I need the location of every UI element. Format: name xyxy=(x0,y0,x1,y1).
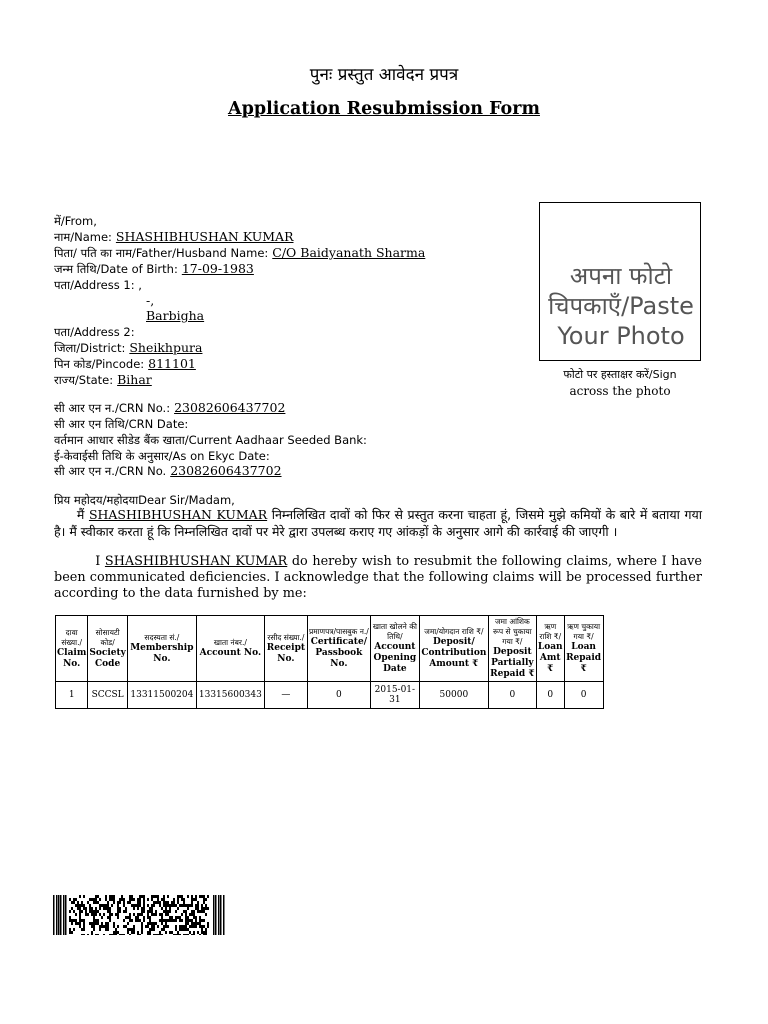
claims-table xyxy=(55,615,604,709)
ekyc-date-line xyxy=(54,448,270,464)
col-loan-amt: ऋण राशि ₹/ Loan Amt ₹ xyxy=(536,616,564,682)
cell-society-code: SCCSL xyxy=(88,682,128,709)
crn-label-2: सी आर एन न./CRN No. xyxy=(54,464,167,478)
district-label: जिला/District: xyxy=(54,341,126,355)
col-account-no: खाता नंबर./ Account No. xyxy=(196,616,264,682)
col-society-code: सोसायटी कोड/ Society Code xyxy=(88,616,128,682)
address1-label: पता/Address 1: , xyxy=(54,278,142,292)
dob-value: 17-09-1983 xyxy=(181,261,254,276)
dob-label: जन्म तिथि/Date of Birth: xyxy=(54,262,178,276)
aadhaar-bank-line xyxy=(54,432,367,448)
cell-membership-no: 13311500204 xyxy=(127,682,196,709)
state-label: राज्य/State: xyxy=(54,373,114,387)
district-line xyxy=(54,340,202,356)
photo-placeholder-text: अपना फोटो चिपकाएँ/Paste Your Photo xyxy=(548,262,694,350)
col-claim-no: दावा संख्या./ Claim No. xyxy=(56,616,88,682)
photo-box xyxy=(539,202,701,361)
sign-caption: फोटो पर हस्ताक्षर करें/Sign across the photo xyxy=(563,368,677,398)
col-opening-date: खाता खोलने की तिथि/ Account Opening Date xyxy=(370,616,419,682)
from-label: में/From, xyxy=(54,214,97,228)
cell-opening-date: 2015-01-31 xyxy=(370,682,419,709)
father-line xyxy=(54,245,425,261)
aadhaar-bank-label: वर्तमान आधार सीडेड बैंक खाता/Current Aadhaar Seeded Bank: xyxy=(54,433,367,447)
address1-line xyxy=(54,277,142,293)
ekyc-date-label: ई-केवाईसी तिथि के अनुसार/As on Ekyc Date: xyxy=(54,449,270,463)
col-membership-no: सदस्यता सं./ Membership No. xyxy=(127,616,196,682)
name-value: SHASHIBHUSHAN KUMAR xyxy=(115,229,294,244)
dob-line xyxy=(54,261,254,277)
name-line xyxy=(54,229,294,245)
cell-deposit-repaid: 0 xyxy=(488,682,536,709)
crn-value: 23082606437702 xyxy=(174,400,286,415)
cell-claim-no: 1 xyxy=(56,682,88,709)
page-title-hindi: पुनः प्रस्तुत आवेदन प्रपत्र xyxy=(309,65,459,85)
cell-certificate-no: 0 xyxy=(307,682,370,709)
state-value: Bihar xyxy=(117,372,152,387)
crn-line xyxy=(54,400,285,416)
col-deposit-repaid: जमा आंशिक रूप से चुकाया गया ₹/ Deposit Partially Repaid ₹ xyxy=(488,616,536,682)
cell-loan-amt: 0 xyxy=(536,682,564,709)
col-receipt-no: रसीद संख्या./ Receipt No. xyxy=(264,616,307,682)
crn-date-line xyxy=(54,416,188,432)
barcode-image xyxy=(53,895,226,935)
col-loan-repaid: ऋण चुकाया गया ₹/ Loan Repaid ₹ xyxy=(564,616,603,682)
address2-label: पता/Address 2: xyxy=(54,325,135,339)
hindi-para-name: SHASHIBHUSHAN KUMAR xyxy=(88,507,268,522)
english-paragraph: I SHASHIBHUSHAN KUMAR do hereby wish to resubmit the following claims, where I have been communicated deficiencies. I acknowledge that the following claims will be processed further according to the data furnished by me: xyxy=(54,554,702,601)
address2-line xyxy=(54,324,135,340)
cell-deposit-amount: 50000 xyxy=(419,682,488,709)
pincode-value: 811101 xyxy=(148,356,196,371)
crn-line-2 xyxy=(54,463,282,479)
state-line xyxy=(54,372,152,388)
crn-date-label: सी आर एन तिथि/CRN Date: xyxy=(54,417,189,431)
table-row xyxy=(56,682,604,709)
hindi-paragraph: मैं SHASHIBHUSHAN KUMAR निम्नलिखित दावों को फिर से प्रस्तुत करना चाहता हूं, जिसमे मुझे कमियों के बारे में बताया गया है। मैं स्वीकार करता हूं कि निम्नलिखित दावों पर मेरे द्वारा उपलब्ध कराए गए आंकड़ों के अनुसार आगे की कार्रवाई की जाएगी । xyxy=(54,507,702,539)
crn-value-2: 23082606437702 xyxy=(170,463,282,478)
pincode-line xyxy=(54,356,196,372)
col-deposit-amount: जमा/योगदान राशि ₹/ Deposit/ Contribution Amount ₹ xyxy=(419,616,488,682)
salutation: प्रिय महोदय/महोदयाDear Sir/Madam, xyxy=(54,493,235,507)
pincode-label: पिन कोड/Pincode: xyxy=(54,357,145,371)
cell-loan-repaid: 0 xyxy=(564,682,603,709)
name-label: नाम/Name: xyxy=(54,230,112,244)
cell-receipt-no: — xyxy=(264,682,307,709)
father-value: C/O Baidyanath Sharma xyxy=(272,245,426,260)
page-title: Application Resubmission Form xyxy=(228,99,540,119)
address1-line2: -, xyxy=(146,293,155,308)
district-value: Sheikhpura xyxy=(129,340,203,355)
address1-line3: Barbigha xyxy=(146,308,205,323)
father-label: पिता/ पति का नाम/Father/Husband Name: xyxy=(54,246,269,260)
claims-table-header-row xyxy=(56,616,604,682)
col-certificate-no: प्रमाणपत्र/पासबुक न./ Certificate/ Passbook No. xyxy=(307,616,370,682)
english-para-name: SHASHIBHUSHAN KUMAR xyxy=(104,554,288,569)
cell-account-no: 13315600343 xyxy=(196,682,264,709)
crn-label: सी आर एन न./CRN No.: xyxy=(54,401,171,415)
